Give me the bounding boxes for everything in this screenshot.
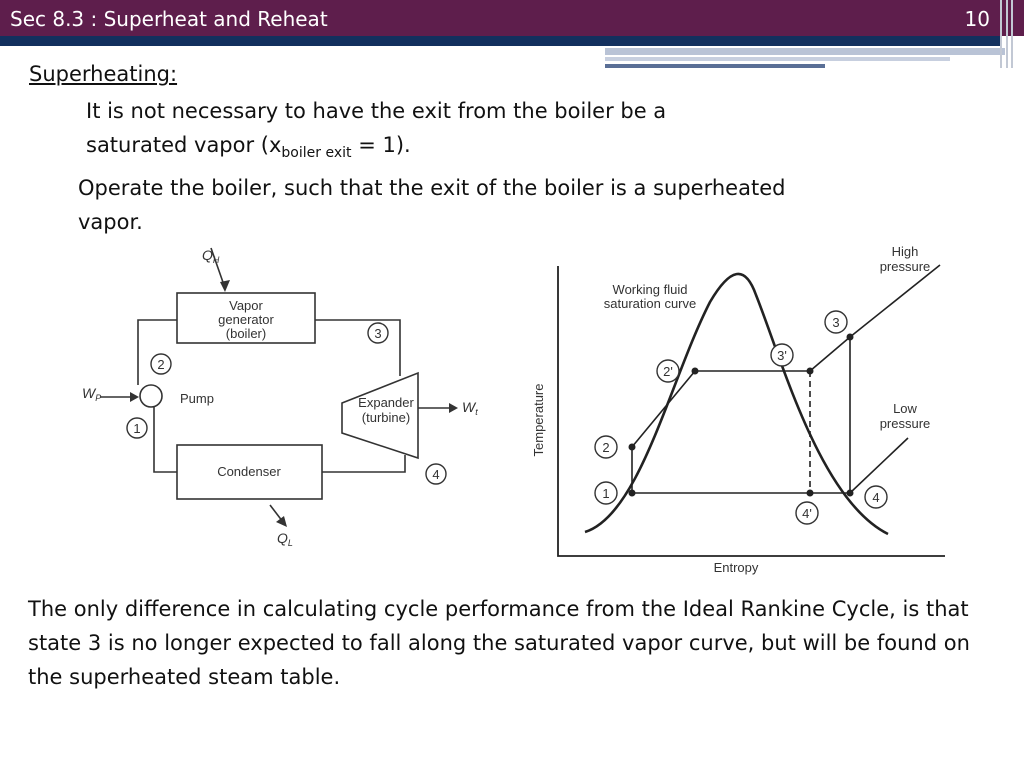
- boiler-label: (boiler): [225, 326, 267, 341]
- ts-state-3p: 3': [777, 348, 787, 363]
- decor-vline: [1011, 0, 1013, 68]
- turbine-work-label: $W_t$: [462, 399, 478, 417]
- pump-symbol: [140, 385, 162, 407]
- decor-vline: [1000, 0, 1002, 68]
- paragraph-1-post: = 1).: [351, 133, 411, 157]
- state-3-label: 3: [374, 326, 382, 341]
- quality-subscript: boiler exit: [281, 145, 352, 162]
- y-axis-label: Temperature: [531, 383, 546, 457]
- state-2-label: 2: [157, 357, 165, 372]
- paragraph-1-line1: It is not necessary to have the exit from the boiler be a: [86, 99, 667, 123]
- slide-number: 10: [964, 7, 990, 31]
- decor-band-pale: [605, 57, 950, 61]
- ts-state-2: 2: [602, 440, 610, 455]
- decor-band-navy: [0, 36, 1000, 46]
- low-pressure-label: pressure: [879, 416, 931, 431]
- decor-vline: [1006, 0, 1008, 68]
- decor-band-slate: [605, 64, 825, 68]
- ts-state-2p: 2': [663, 364, 673, 379]
- state-1-label: 1: [133, 421, 141, 436]
- high-pressure-label: High: [891, 244, 919, 259]
- boiler-label: Vapor: [229, 298, 263, 313]
- saturation-curve-label: Working fluid: [612, 282, 688, 297]
- heat-out-label: $Q_L$: [277, 530, 293, 548]
- boiler-label: generator: [218, 312, 274, 327]
- cycle-schematic: [70, 240, 510, 560]
- heat-in-label: $Q_H$: [202, 247, 220, 265]
- ts-state-3: 3: [832, 315, 840, 330]
- section-heading: Superheating:: [29, 62, 178, 86]
- ts-state-4p: 4': [802, 506, 812, 521]
- pump-label: Pump: [180, 391, 214, 406]
- condenser-label: Condenser: [217, 464, 281, 479]
- ts-state-4: 4: [872, 490, 880, 505]
- pump-work-label: $W_P$: [82, 385, 102, 403]
- state-4-label: 4: [432, 467, 440, 482]
- paragraph-1: [86, 94, 826, 170]
- turbine-label: (turbine): [361, 410, 411, 425]
- paragraph-2: Operate the boiler, such that the exit of the boiler is a superheated vapor.: [78, 176, 786, 234]
- decor-band-light: [605, 48, 1005, 55]
- saturation-curve-label: saturation curve: [603, 296, 697, 311]
- ts-state-1: 1: [602, 486, 610, 501]
- ts-diagram: [520, 240, 960, 585]
- high-pressure-label: pressure: [879, 259, 931, 274]
- slide-title: Sec 8.3 : Superheat and Reheat: [10, 7, 328, 31]
- low-pressure-label: Low: [893, 401, 917, 416]
- title-bar: [0, 0, 1024, 36]
- turbine-label: Expander: [358, 395, 414, 410]
- paragraph-3: The only difference in calculating cycle performance from the Ideal Rankine Cycle, is that state 3 is no longer expected to fall along the saturated vapor curve, but will be found on the superheated steam table.: [28, 597, 970, 689]
- paragraph-1-pre: saturated vapor (x: [86, 133, 282, 157]
- x-axis-label: Entropy: [713, 560, 759, 575]
